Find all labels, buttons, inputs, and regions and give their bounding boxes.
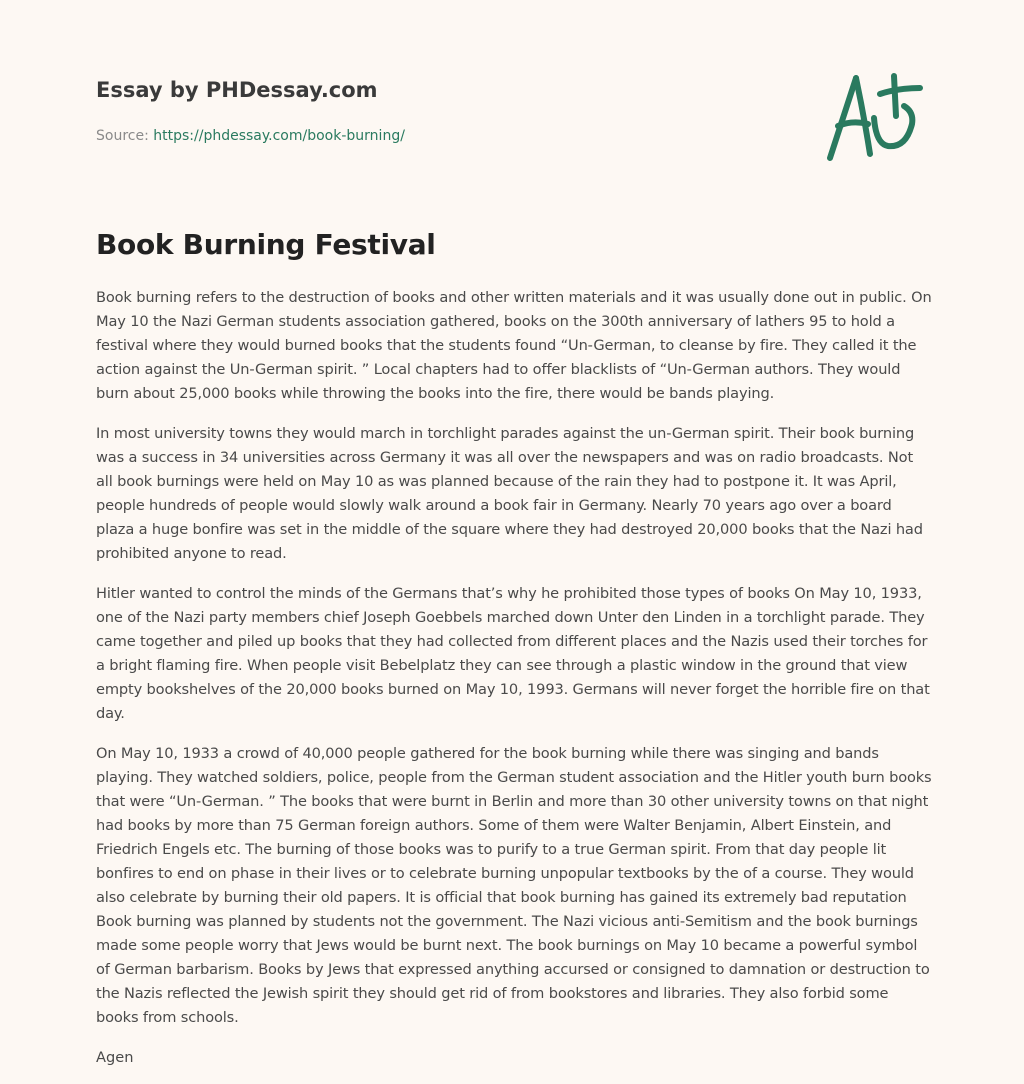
essay-body (96, 226, 932, 1070)
essay-paragraph: Book burning refers to the destruction of books and other written materials and it was usually done out in public. On May 10 the Nazi German students association gathered, books on the 300th anniversary of lathers 95 to hold a festival where they would burned books that the students found “Un-German, to cleanse by fire. They called it the action against the Un-German spirit. ” Local chapters had to offer blacklists of “Un-German authors. They would burn about 25,000 books while throwing the books into the fire, there would be bands playing. (96, 289, 932, 402)
a-plus-grade-icon (818, 66, 930, 166)
source-line (96, 126, 928, 146)
essay-continuation: Agen (96, 1049, 134, 1066)
essay-paragraph: In most university towns they would march in torchlight parades against the un-German spirit. Their book burning was a success in 34 universities across Germany it was all over the newspapers and was on radio broadcasts. Not all book burnings were held on May 10 as was planned because of the rain they had to postpone it. It was April, people hundreds of people would slowly walk around a book fair in Germany. Nearly 70 years ago over a board plaza a huge bonfire was set in the middle of the square where they had destroyed 20,000 books that the Nazi had prohibited anyone to read. (96, 425, 923, 562)
essay-header (96, 76, 928, 146)
source-link[interactable]: https://phdessay.com/book-burning/ (153, 128, 405, 144)
site-brand: Essay by PHDessay.com (96, 78, 378, 102)
essay-paragraph: Hitler wanted to control the minds of the Germans that’s why he prohibited those types of books On May 10, 1933, one of the Nazi party members chief Joseph Goebbels marched down Unter den Linden in a torchlight parade. They came together and piled up books that they had collected from different places and the Nazis used their torches for a bright flaming fire. When people visit Bebelplatz they can see through a plastic window in the ground that view empty bookshelves of the 20,000 books burned on May 10, 1993. Germans will never forget the horrible fire on that day. (96, 585, 930, 722)
source-label: Source: (96, 128, 154, 144)
essay-title: Book Burning Festival (96, 228, 436, 261)
essay-paragraph: On May 10, 1933 a crowd of 40,000 people gathered for the book burning while there was singing and bands playing. They watched soldiers, police, people from the German student association and the Hitler youth burn books that were “Un-German. ” The books that were burnt in Berlin and more than 30 other university towns on that night had books by more than 75 German foreign authors. Some of them were Walter Benjamin, Albert Einstein, and Friedrich Engels etc. The burning of those books was to purify to a true German spirit. From that day people lit bonfires to end on phase in their lives or to celebrate burning unpopular textbooks by the of a course. They would also celebrate by burning their old papers. It is official that book burning has gained its extremely bad reputation Book burning was planned by students not the government. The Nazi vicious anti-Semitism and the book burnings made some people worry that Jews would be burnt next. The book burnings on May 10 became a powerful symbol of German barbarism. Books by Jews that expressed anything accursed or consigned to damnation or destruction to the Nazis reflected the Jewish spirit they should get rid of from bookstores and libraries. They also forbid some books from schools. (96, 745, 932, 1026)
